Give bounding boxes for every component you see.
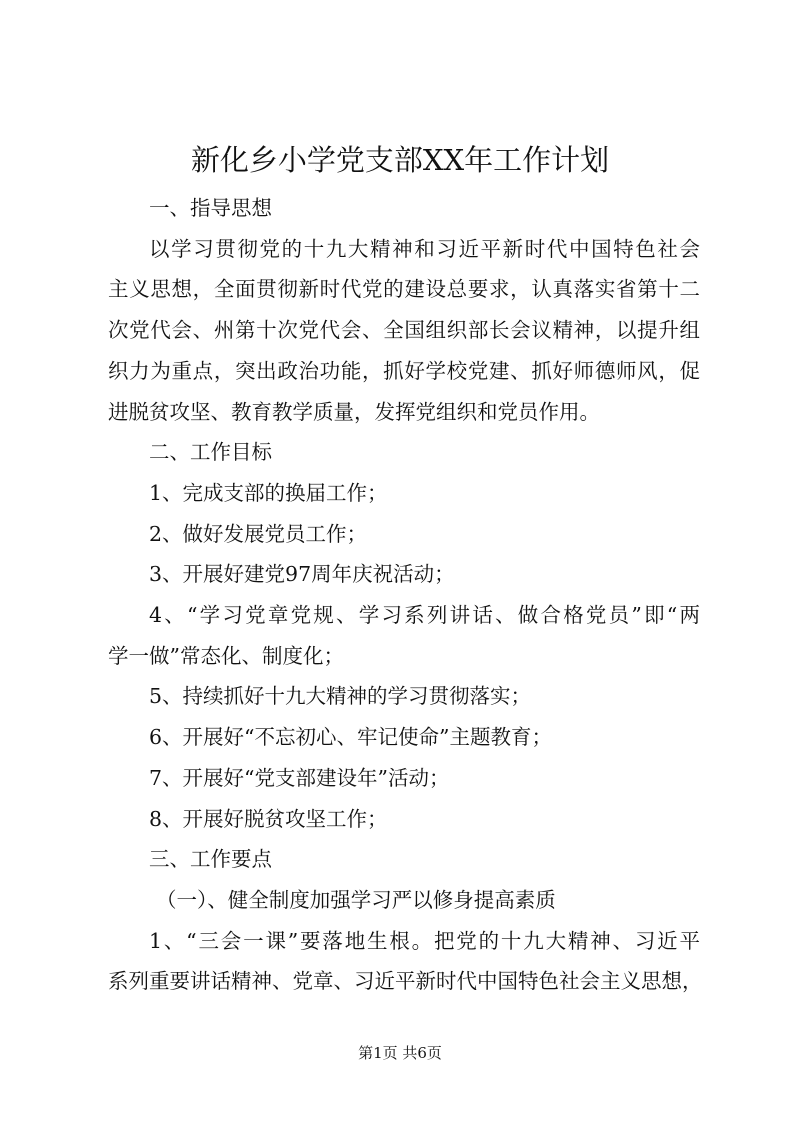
list-item: 4、“学习党章党规、学习系列讲话、做合格党员”即“两 (149, 603, 700, 628)
paragraph-line: 进脱贫攻坚、教育教学质量，发挥党组织和党员作用。 (108, 399, 600, 424)
list-item: 3、开展好建党97周年庆祝活动； (149, 562, 455, 587)
list-item: 1、完成支部的换届工作； (149, 480, 388, 505)
paragraph-line: 次党代会、州第十次党代会、全国组织部长会议精神，以提升组 (108, 318, 700, 343)
list-item: 7、开展好“党支部建设年”活动； (149, 765, 450, 790)
list-item: 2、做好发展党员工作； (149, 521, 368, 546)
list-item: 8、开展好脱贫攻坚工作； (149, 806, 388, 831)
section-heading: 一、指导思想 (149, 196, 272, 220)
section-heading: 二、工作目标 (149, 440, 272, 465)
document-title: 新化乡小学党支部XX年工作计划 (190, 143, 610, 177)
list-item: 6、开展好“不忘初心、牢记使命”主题教育； (149, 725, 553, 750)
list-item-continuation: 学一做”常态化、制度化； (108, 643, 344, 668)
subsection-heading: （一）、健全制度加强学习严以修身提高素质 (156, 887, 556, 912)
paragraph-line: 织力为重点，突出政治功能，抓好学校党建、抓好师德师风，促 (108, 358, 700, 383)
list-item: 5、持续抓好十九大精神的学习贯彻落实； (149, 684, 532, 709)
page-footer: 第1页 共6页 (358, 1044, 442, 1062)
section-heading: 三、工作要点 (149, 847, 272, 872)
paragraph-line: 1、“三会一课”要落地生根。把党的十九大精神、习近平 (149, 928, 700, 953)
paragraph-line: 系列重要讲话精神、党章、习近平新时代中国特色社会主义思想， (108, 969, 703, 994)
paragraph-line: 以学习贯彻党的十九大精神和习近平新时代中国特色社会 (149, 236, 700, 261)
document-body (108, 188, 703, 1002)
paragraph-line: 主义思想，全面贯彻新时代党的建设总要求，认真落实省第十二 (108, 277, 700, 302)
